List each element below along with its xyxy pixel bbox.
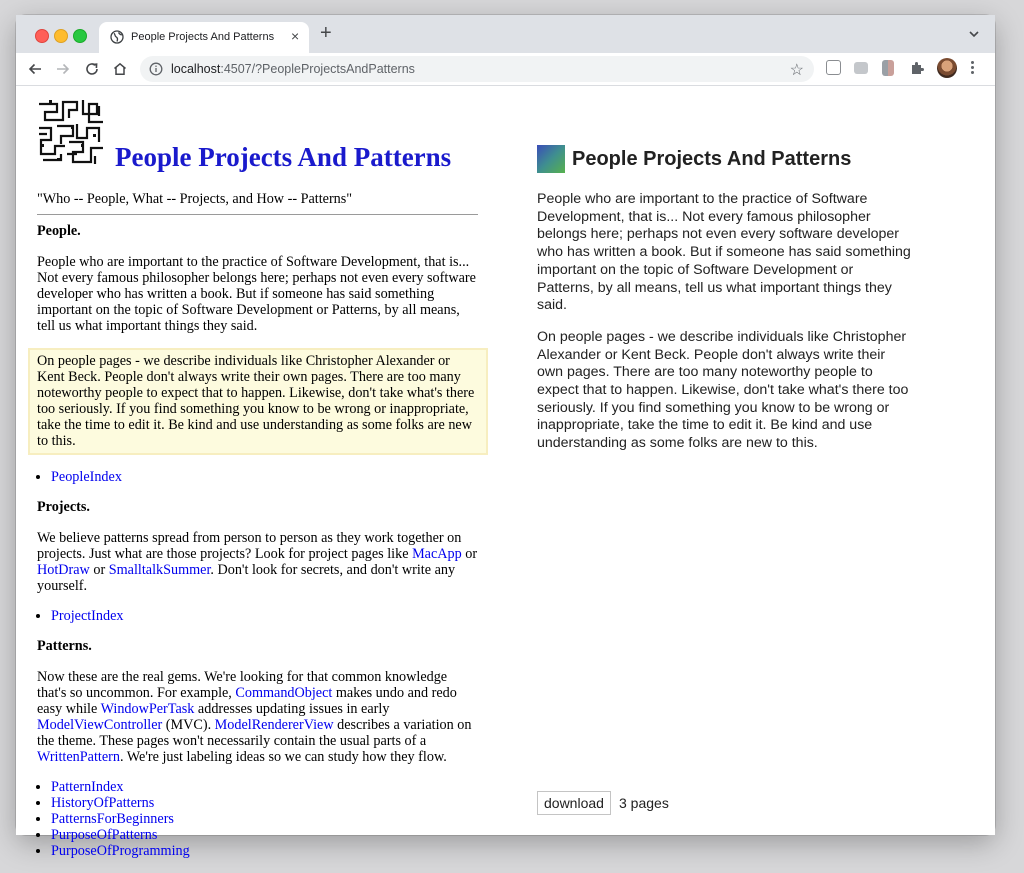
divider <box>37 214 478 215</box>
chevron-down-icon[interactable] <box>967 27 981 41</box>
tab-strip <box>16 15 995 53</box>
browser-toolbar <box>16 53 995 86</box>
patterns-text: makes undo and redo easy while <box>37 685 457 717</box>
home-icon[interactable] <box>111 60 129 78</box>
project-links <box>37 608 479 624</box>
list-item <box>51 795 479 811</box>
browser-window <box>16 15 995 859</box>
list-item <box>51 608 479 624</box>
wiki-body <box>37 223 479 873</box>
back-arrow-icon[interactable] <box>26 60 44 78</box>
minimize-window-button[interactable] <box>54 29 68 43</box>
patterns-text: (MVC). <box>162 717 215 733</box>
reload-icon[interactable] <box>83 60 101 78</box>
url-text[interactable] <box>171 62 415 76</box>
people-callout: On people pages - we describe individuals like Christopher Alexander or Kent Beck. People don't always write their own pages. There are too many noteworthy people to expect that to happen. Likewise, don't take what's there too seriously. If you find something you know to be wrong or inappropriate, take the time to edit it. Be kind and use understanding as some folks are new to this. <box>28 348 488 455</box>
tagline: "Who -- People, What -- Projects, and How -- Patterns" <box>37 191 353 207</box>
tab-close-icon[interactable]: × <box>291 28 300 44</box>
info-icon[interactable] <box>149 62 163 76</box>
page-count: 3 pages <box>619 795 669 811</box>
link-macapp[interactable]: MacApp <box>412 546 462 562</box>
link-smalltalk-summer[interactable]: SmalltalkSummer <box>108 562 211 578</box>
people-intro: People who are important to the practice of Software Development, that is... Not every famous philosopher belongs here; perhaps not even every software developer who has written a book. But if someone has said something important on the topic of Software Development or Patterns, by all means, tell us what important things they said. <box>37 254 476 334</box>
profile-avatar[interactable] <box>937 58 957 78</box>
patterns-text: . We're just labeling ideas so we can study how they flow. <box>119 749 447 765</box>
patterns-heading: Patterns. <box>37 638 92 654</box>
preview-body <box>537 191 913 467</box>
patterns-paragraph <box>37 669 479 765</box>
link-project-index[interactable]: ProjectIndex <box>51 608 124 624</box>
extension-r-icon[interactable] <box>882 60 894 76</box>
address-bar[interactable] <box>140 56 814 82</box>
projects-paragraph <box>37 530 479 594</box>
projects-text: We believe patterns spread from person to person as they work together on projects. Just what are those projects? Look for project pages like <box>37 530 462 562</box>
list-item <box>51 469 479 485</box>
link-command-object[interactable]: CommandObject <box>235 685 333 701</box>
link-hotdraw[interactable]: HotDraw <box>37 562 90 578</box>
new-tab-button[interactable]: + <box>320 22 332 44</box>
url-host: localhost <box>171 62 221 76</box>
forward-arrow-icon[interactable] <box>54 60 72 78</box>
patterns-text: describes a variation on the theme. These pages won't necessarily contain the usual parts of a <box>37 717 472 749</box>
projects-text: or <box>89 562 109 578</box>
link-people-index[interactable]: PeopleIndex <box>51 469 122 485</box>
people-heading: People. <box>37 223 81 239</box>
list-item <box>51 779 479 795</box>
link-pattern-index[interactable]: PatternIndex <box>51 779 124 795</box>
preview-title: People Projects And Patterns <box>572 148 852 170</box>
puzzle-extensions-icon[interactable] <box>909 60 925 76</box>
link-history-of-patterns[interactable]: HistoryOfPatterns <box>51 795 155 811</box>
link-patterns-for-beginners[interactable]: PatternsForBeginners <box>51 811 174 827</box>
link-purpose-of-programming[interactable]: PurposeOfProgramming <box>51 843 190 859</box>
url-path: :4507/?PeopleProjectsAndPatterns <box>220 62 415 76</box>
list-item <box>51 827 479 843</box>
more-menu-icon[interactable] <box>969 59 975 77</box>
list-item <box>51 843 479 859</box>
link-written-pattern[interactable]: WrittenPattern <box>37 749 120 765</box>
zoom-window-button[interactable] <box>73 29 87 43</box>
extension-b-icon[interactable] <box>826 60 841 75</box>
link-window-per-task[interactable]: WindowPerTask <box>100 701 195 717</box>
page-content <box>16 86 995 859</box>
projects-text: or <box>461 546 478 562</box>
link-model-view-controller[interactable]: ModelViewController <box>37 717 163 733</box>
tab-title: People Projects And Patterns <box>131 31 275 43</box>
link-purpose-of-patterns[interactable]: PurposeOfPatterns <box>51 827 158 843</box>
extension-chat-icon[interactable] <box>854 62 868 74</box>
bookmark-star-icon[interactable]: ☆ <box>789 62 804 79</box>
preview-paragraph-1: People who are important to the practice of Software Development, that is... Not every famous philosopher belongs here; perhaps not even every software developer who has written a book. But if someone has said something important on the topic of Software Development or Patterns, by all means, tell us what important things they said. <box>537 191 911 314</box>
wiki-maze-logo <box>37 98 105 166</box>
patterns-text: addresses updating issues in early <box>194 701 390 717</box>
globe-icon <box>110 30 124 44</box>
page-title[interactable]: People Projects And Patterns <box>115 142 452 172</box>
patterns-text: Now these are the real gems. We're looking for that common knowledge that's so uncommon. For example, <box>37 669 448 701</box>
projects-text: . Don't look for secrets, and don't write any yourself. <box>37 562 456 594</box>
people-links <box>37 469 479 485</box>
tab-active[interactable] <box>99 22 309 53</box>
download-button[interactable]: download <box>537 791 611 815</box>
gradient-logo-icon <box>537 145 565 173</box>
close-window-button[interactable] <box>35 29 49 43</box>
link-model-renderer-view[interactable]: ModelRendererView <box>214 717 334 733</box>
list-item <box>51 811 479 827</box>
projects-heading: Projects. <box>37 499 90 515</box>
pattern-links <box>37 779 479 859</box>
preview-paragraph-2: On people pages - we describe individuals like Christopher Alexander or Kent Beck. People don't always write their own pages. There are too many noteworthy people to expect that to happen. Likewise, don't take what's there too seriously. If you find something you know to be wrong or inappropriate, take the time to edit it. Be kind and use understanding as some folks are new to this. <box>537 328 909 452</box>
